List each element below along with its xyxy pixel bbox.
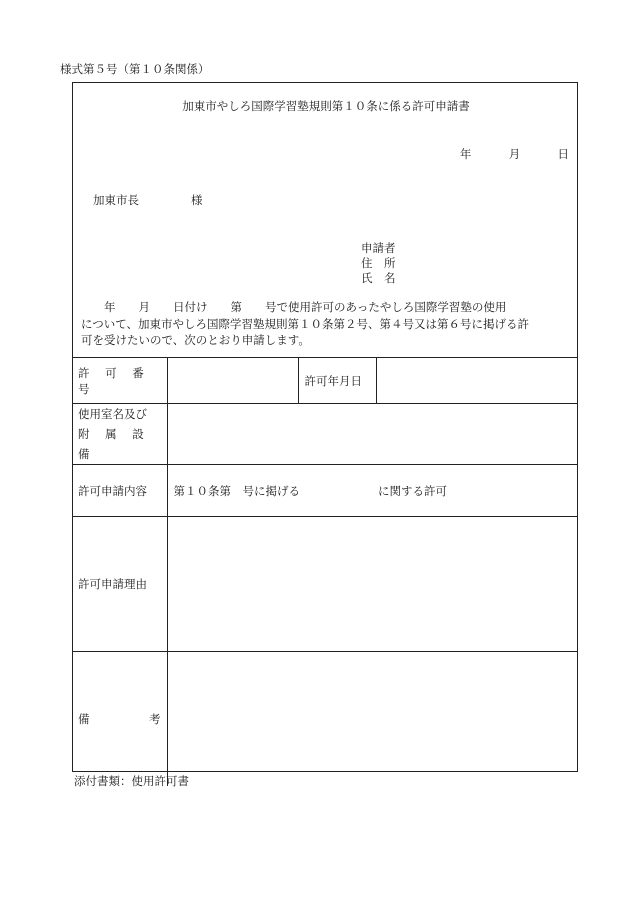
table-row	[72, 652, 578, 786]
addressee-suffix: 様	[191, 193, 203, 207]
permit-number-field[interactable]	[167, 358, 298, 404]
statement-line-2: について、加東市やしろ国際学習塾規則第１０条第２号、第４号又は第６号に掲げる許	[81, 316, 530, 331]
room-equipment-field[interactable]	[167, 404, 578, 465]
remarks-label: 備 考	[72, 652, 167, 786]
application-statement	[81, 299, 571, 349]
date-year: 年	[459, 147, 472, 161]
form-number-label: 様式第５号（第１０条関係）	[60, 62, 210, 76]
permit-date-field[interactable]	[376, 358, 578, 404]
remarks-field[interactable]	[167, 652, 578, 786]
table-row	[72, 358, 578, 404]
permit-number-label: 許 可 番 号	[72, 358, 167, 404]
table-row	[72, 404, 578, 465]
applicant-name-label: 氏 名	[361, 271, 396, 285]
applicant-block	[361, 241, 451, 286]
statement-line-1: 年 月 日付け 第 号で使用許可のあったやしろ国際学習塾の使用	[81, 300, 507, 314]
date-month: 月	[508, 147, 521, 161]
addressee	[93, 195, 203, 207]
statement-line-3: 可を受けたいので、次のとおり申請します。	[81, 333, 310, 347]
request-content-field[interactable]	[167, 465, 578, 517]
applicant-label: 申請者	[361, 241, 396, 255]
application-form	[72, 82, 578, 772]
request-content-label: 許可申請内容	[72, 465, 167, 517]
table-row	[72, 465, 578, 517]
attachments-note: 添付書類：使用許可書	[74, 774, 189, 788]
request-reason-label: 許可申請理由	[72, 517, 167, 652]
table-row	[72, 517, 578, 652]
request-content-prefix: 第１０条第 号に掲げる	[173, 483, 300, 498]
applicant-address-label: 住 所	[361, 256, 396, 270]
room-equipment-label: 使用室名及び 附 属 設 備	[72, 404, 167, 465]
request-content-suffix: に関する許可	[378, 483, 447, 498]
document-title: 加東市やしろ国際学習塾規則第１０条に係る許可申請書	[182, 99, 470, 113]
date-day: 日	[557, 147, 569, 161]
date-line	[460, 149, 569, 161]
addressee-name: 加東市長	[93, 193, 139, 207]
application-table	[72, 357, 578, 786]
permit-date-label: 許可年月日	[298, 358, 376, 404]
request-reason-field[interactable]	[167, 517, 578, 652]
